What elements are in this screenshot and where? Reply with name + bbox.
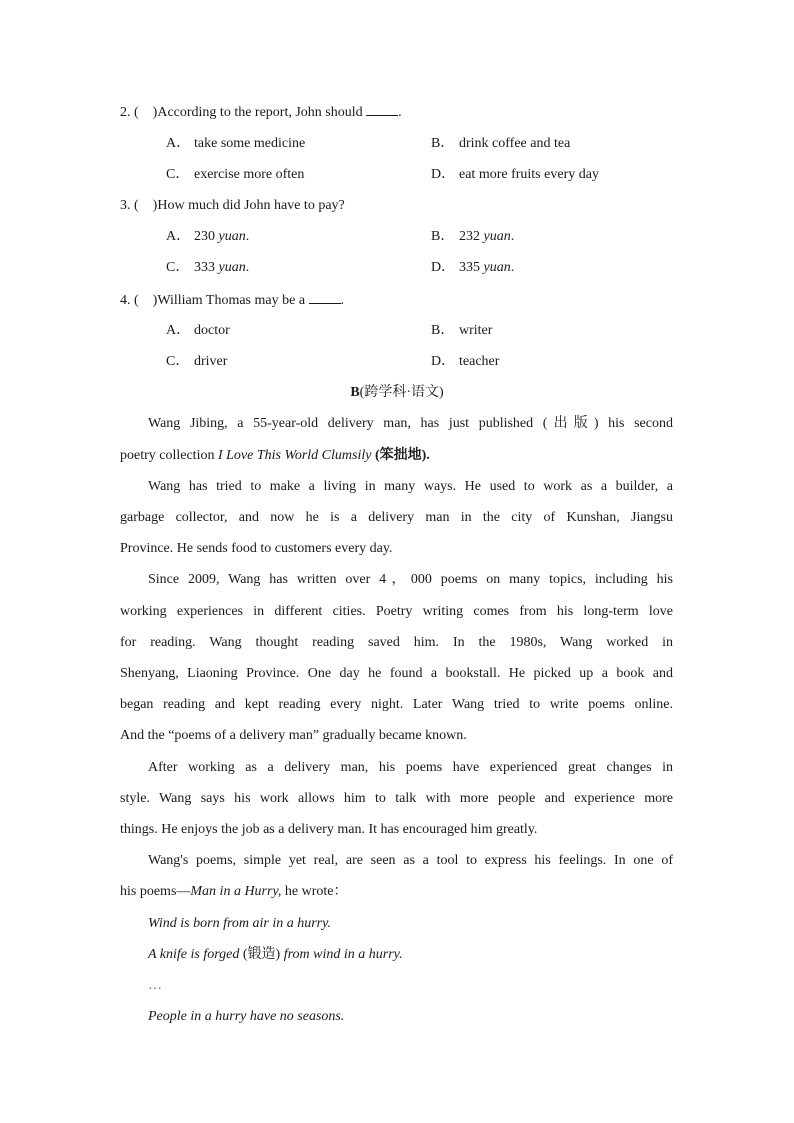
- option-d: D． teacher: [431, 354, 500, 369]
- question-number: 4. (: [120, 293, 139, 308]
- poem-line: Wind is born from air in a hurry.: [148, 916, 332, 931]
- paragraph-3-line: for reading. Wang thought reading saved him. In the 1980s, Wang worked in: [120, 635, 673, 650]
- question-3: 3. ( )How much did John have to pay?: [120, 198, 345, 213]
- option-a: A． doctor: [166, 323, 230, 338]
- option-c: C． 333 yuan.: [166, 260, 250, 275]
- paragraph-4-line: style. Wang says his work allows him to talk with more people and experience more: [120, 791, 673, 806]
- paragraph-3-line: began reading and kept reading every night. Later Wang tried to write poems online.: [120, 697, 673, 712]
- paragraph-2-line: Province. He sends food to customers every day.: [120, 541, 393, 556]
- option-a: A． take some medicine: [166, 136, 306, 151]
- paragraph-4-line: After working as a delivery man, his poems have experienced great changes in: [148, 760, 673, 775]
- answer-blank: [366, 103, 398, 116]
- question-4: 4. ( )William Thomas may be a .: [120, 293, 345, 308]
- paragraph-3-line: Since 2009, Wang has written over 4，000 poems on many topics, including his: [148, 572, 673, 587]
- option-c: C． exercise more often: [166, 167, 305, 182]
- section-heading: B(跨学科·语文): [350, 385, 444, 400]
- poem-title: Man in a Hurry,: [190, 884, 282, 899]
- paragraph-5-line: Wang's poems, simple yet real, are seen as a tool to express his feelings. In one of: [148, 853, 673, 868]
- option-b: B． drink coffee and tea: [431, 136, 571, 151]
- question-number: 2. (: [120, 105, 139, 120]
- paragraph-5-line: his poems—Man in a Hurry, he wrote：: [120, 884, 348, 899]
- option-d: D． eat more fruits every day: [431, 167, 599, 182]
- paragraph-2-line: Wang has tried to make a living in many ways. He used to work as a builder, a: [148, 479, 673, 494]
- poem-ellipsis: …: [148, 978, 162, 993]
- question-stem: According to the report, John should: [157, 105, 367, 120]
- question-2: 2. ( )According to the report, John should .: [120, 105, 402, 120]
- question-number: 3. (: [120, 198, 139, 213]
- option-b: B． 232 yuan.: [431, 229, 515, 244]
- paragraph-2-line: garbage collector, and now he is a delivery man in the city of Kunshan, Jiangsu: [120, 510, 673, 525]
- option-d: D． 335 yuan.: [431, 260, 515, 275]
- question-stem: How much did John have to pay?: [157, 198, 345, 213]
- book-title: I Love This World Clumsily: [217, 448, 372, 463]
- option-b: B． writer: [431, 323, 493, 338]
- question-stem: William Thomas may be a: [157, 293, 309, 308]
- paragraph-4-line: things. He enjoys the job as a delivery man. It has encouraged him greatly.: [120, 822, 538, 837]
- poem-line: People in a hurry have no seasons.: [148, 1009, 345, 1024]
- answer-blank: [309, 291, 341, 304]
- paragraph-3-line: And the “poems of a delivery man” gradually became known.: [120, 728, 467, 743]
- paragraph-3-line: working experiences in different cities. Poetry writing comes from his long-term love: [120, 604, 673, 619]
- paragraph-1-line: Wang Jibing, a 55-year-old delivery man, has just published (出版) his second: [148, 416, 673, 431]
- option-c: C． driver: [166, 354, 228, 369]
- paragraph-1-line: poetry collection I Love This World Clumsily (笨拙地).: [120, 448, 430, 463]
- option-a: A． 230 yuan.: [166, 229, 250, 244]
- poem-line: A knife is forged (锻造) from wind in a hurry.: [148, 947, 403, 962]
- paragraph-3-line: Shenyang, Liaoning Province. One day he found a bookstall. He picked up a book and: [120, 666, 673, 681]
